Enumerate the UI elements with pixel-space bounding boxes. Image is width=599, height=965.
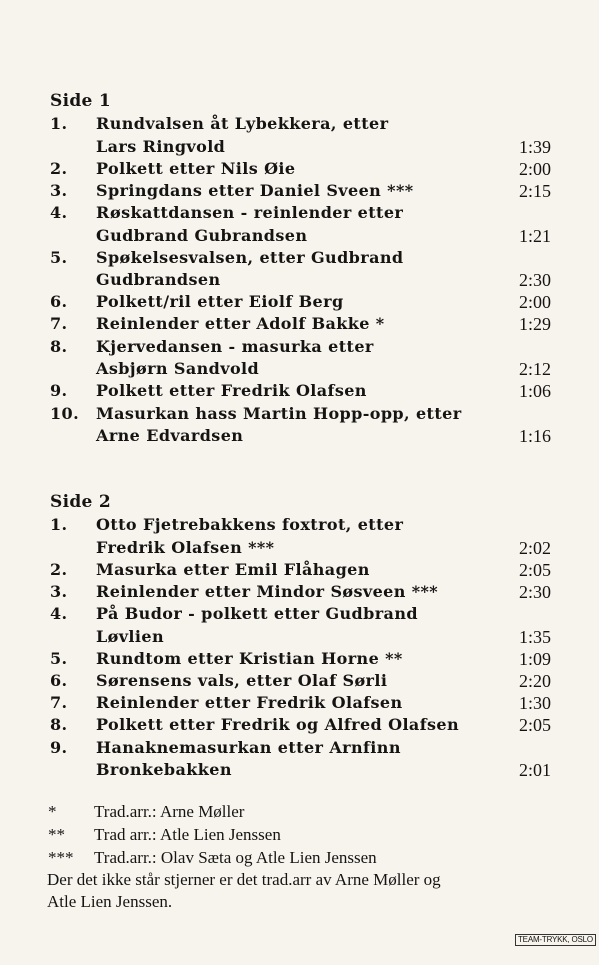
- track-row: [0, 581, 599, 603]
- track-duration: 1:29: [518, 314, 551, 334]
- track-title-continued: Løvlien: [96, 627, 164, 646]
- track-row: [0, 291, 599, 313]
- track-title: Reinlender etter Fredrik Olafsen: [96, 693, 403, 712]
- track-title-continued: Bronkebakken: [96, 760, 232, 779]
- track-title-continued: Gudbrandsen: [96, 270, 221, 289]
- track-duration: 1:16: [518, 426, 551, 446]
- track-title: Polkett/ril etter Eiolf Berg: [96, 292, 344, 311]
- track-title: Polkett etter Fredrik og Alfred Olafsen: [96, 715, 460, 734]
- printer-mark: TEAM-TRYKK, OSLO: [515, 934, 596, 946]
- track-duration: 1:35: [518, 627, 551, 647]
- track-row: [0, 514, 599, 536]
- track-row-continuation: [0, 358, 599, 380]
- track-number: 1.: [50, 515, 68, 534]
- track-number: 6.: [50, 671, 68, 690]
- track-number: 6.: [50, 292, 68, 311]
- track-row: [0, 158, 599, 180]
- track-row-continuation: [0, 269, 599, 291]
- track-row: [0, 380, 599, 402]
- track-number: 4.: [50, 203, 68, 222]
- track-title: Rundvalsen åt Lybekkera, etter: [96, 114, 389, 133]
- track-title: Otto Fjetrebakkens foxtrot, etter: [96, 515, 404, 534]
- side-2-heading: Side 2: [50, 492, 111, 512]
- track-number: 1.: [50, 114, 68, 133]
- track-number: 3.: [50, 582, 68, 601]
- track-title: Hanaknemasurkan etter Arnfinn: [96, 738, 401, 757]
- track-duration: 1:06: [518, 381, 551, 401]
- track-title-continued: Arne Edvardsen: [96, 426, 244, 445]
- track-row: [0, 559, 599, 581]
- track-title: Polkett etter Nils Øie: [96, 159, 296, 178]
- track-row: [0, 180, 599, 202]
- track-number: 7.: [50, 693, 68, 712]
- track-title: Masurkan hass Martin Hopp-opp, etter: [96, 404, 462, 423]
- note-asterisks: **: [48, 825, 65, 844]
- track-title-continued: Lars Ringvold: [96, 137, 226, 156]
- track-number: 2.: [50, 560, 68, 579]
- track-title-continued: Fredrik Olafsen ***: [96, 538, 275, 557]
- track-title: Reinlender etter Mindor Søsveen ***: [96, 582, 439, 601]
- note-asterisks: *: [48, 802, 57, 821]
- track-title: Rundtom etter Kristian Horne **: [96, 649, 403, 668]
- track-number: 5.: [50, 248, 68, 267]
- track-number: 2.: [50, 159, 68, 178]
- track-number: 9.: [50, 738, 68, 757]
- track-duration: 2:02: [518, 538, 551, 558]
- track-duration: 1:21: [518, 226, 551, 246]
- track-duration: 2:30: [518, 582, 551, 602]
- track-duration: 2:05: [518, 560, 551, 580]
- track-title: Spøkelsesvalsen, etter Gudbrand: [96, 248, 404, 267]
- track-row-continuation: [0, 759, 599, 781]
- track-row: [0, 403, 599, 425]
- track-row: [0, 692, 599, 714]
- track-duration: 2:00: [518, 159, 551, 179]
- track-row-continuation: [0, 626, 599, 648]
- track-row-continuation: [0, 425, 599, 447]
- track-row: [0, 714, 599, 736]
- track-row: [0, 113, 599, 135]
- track-row: [0, 247, 599, 269]
- track-title: Springdans etter Daniel Sveen ***: [96, 181, 414, 200]
- track-duration: 2:20: [518, 671, 551, 691]
- track-row: [0, 670, 599, 692]
- track-title: Reinlender etter Adolf Bakke *: [96, 314, 385, 333]
- track-duration: 2:05: [518, 715, 551, 735]
- note-text: Trad.arr.: Arne Møller: [94, 802, 245, 821]
- track-duration: 1:39: [518, 137, 551, 157]
- track-row-continuation: [0, 537, 599, 559]
- track-row: [0, 202, 599, 224]
- track-number: 8.: [50, 715, 68, 734]
- track-title: På Budor - polkett etter Gudbrand: [96, 604, 418, 623]
- track-duration: 2:01: [518, 760, 551, 780]
- footer-note-line: Der det ikke står stjerner er det trad.arr av Arne Møller og: [47, 870, 441, 889]
- track-title-continued: Gudbrand Gubrandsen: [96, 226, 308, 245]
- track-title: Kjervedansen - masurka etter: [96, 337, 374, 356]
- track-row: [0, 648, 599, 670]
- track-duration: 2:15: [518, 181, 551, 201]
- note-asterisks: ***: [48, 848, 74, 867]
- track-number: 10.: [50, 404, 80, 423]
- track-title: Sørensens vals, etter Olaf Sørli: [96, 671, 388, 690]
- side-1-heading: Side 1: [50, 91, 111, 111]
- track-title: Røskattdansen - reinlender etter: [96, 203, 404, 222]
- track-row-continuation: [0, 136, 599, 158]
- track-row: [0, 313, 599, 335]
- track-duration: 2:30: [518, 270, 551, 290]
- footer-note-line: Atle Lien Jenssen.: [47, 892, 173, 911]
- track-row: [0, 336, 599, 358]
- track-duration: 1:09: [518, 649, 551, 669]
- track-number: 7.: [50, 314, 68, 333]
- track-row-continuation: [0, 225, 599, 247]
- track-number: 3.: [50, 181, 68, 200]
- track-number: 5.: [50, 649, 68, 668]
- track-number: 4.: [50, 604, 68, 623]
- track-duration: 2:00: [518, 292, 551, 312]
- track-title: Masurka etter Emil Flåhagen: [96, 560, 370, 579]
- track-number: 8.: [50, 337, 68, 356]
- track-row: [0, 737, 599, 759]
- track-number: 9.: [50, 381, 68, 400]
- track-duration: 2:12: [518, 359, 551, 379]
- track-title: Polkett etter Fredrik Olafsen: [96, 381, 367, 400]
- track-row: [0, 603, 599, 625]
- track-title-continued: Asbjørn Sandvold: [96, 359, 260, 378]
- track-duration: 1:30: [518, 693, 551, 713]
- note-text: Trad arr.: Atle Lien Jenssen: [94, 825, 281, 844]
- note-text: Trad.arr.: Olav Sæta og Atle Lien Jenssen: [94, 848, 377, 867]
